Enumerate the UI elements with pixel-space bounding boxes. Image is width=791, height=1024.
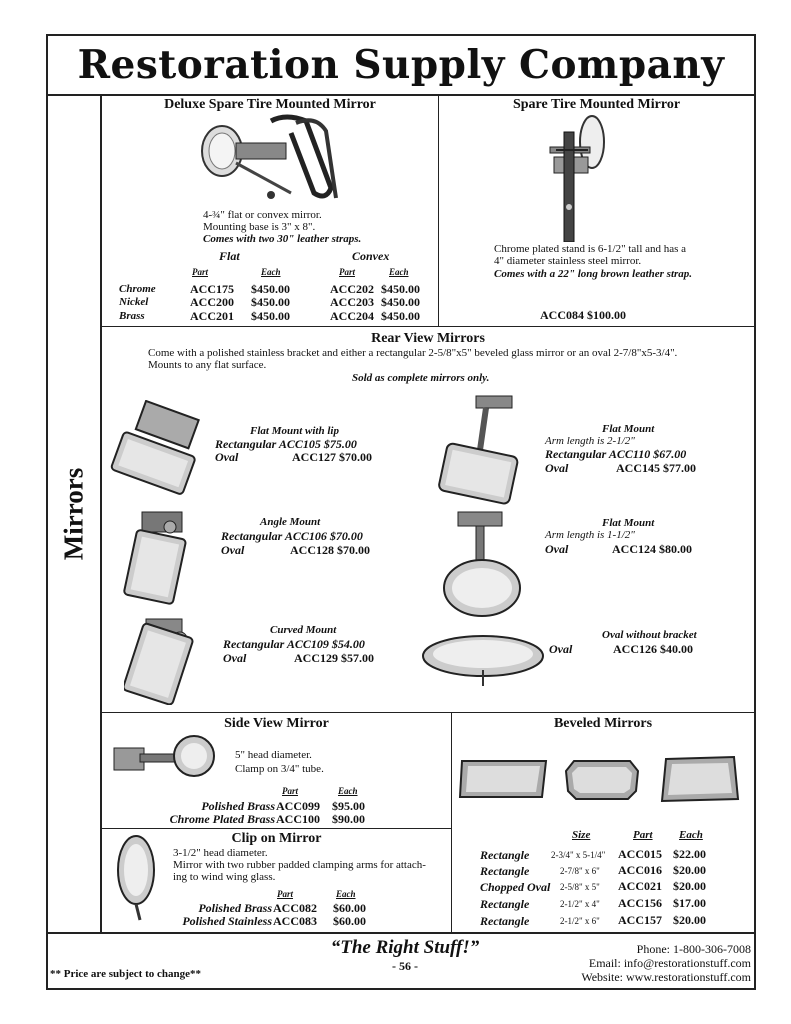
clip-row-finish: Polished Stainless [182,914,272,928]
rear-lip-image [108,400,208,500]
spare-desc-3: Comes with a 22" long brown leather strap. [494,268,693,280]
beveled-row-shape: Rectangle [480,864,530,878]
beveled-size-label: Size [572,829,591,841]
clip-desc-3: ing to wind wing glass. [173,871,276,883]
spare-desc-2: 4" diameter stainless steel mirror. [494,255,642,267]
side-part-label: Part [282,786,299,796]
side-title: Side View Mirror [224,716,329,731]
deluxe-each-label-2: Each [389,267,409,277]
beveled-row-shape: Rectangle [480,848,530,862]
rear-note: Sold as complete mirrors only. [352,372,490,384]
spare-desc-1: Chrome plated stand is 6-1/2" tall and has a [494,243,687,255]
footer-disclaimer: ** Price are subject to change** [50,968,202,980]
beveled-row-size: 2-7/8" x 6" [560,866,600,876]
deluxe-col-convex: Convex [352,249,390,263]
beveled-row-each: $17.00 [673,896,706,910]
footer-email[interactable]: Email: info@restorationstuff.com [588,956,751,970]
beveled-row-part: ACC156 [618,896,662,910]
deluxe-row-part: ACC175 [190,282,234,296]
deluxe-row-part: ACC204 [330,309,374,323]
side-row-each: $95.00 [332,799,365,813]
beveled-row-size: 2-1/2" x 6" [560,916,600,926]
side-row-finish: Chrome Plated Brass [169,812,275,826]
side-desc-2: Clamp on 3/4" tube. [235,763,324,775]
rear-oval-image [440,506,530,618]
deluxe-row-each: $450.00 [381,309,420,323]
clip-desc-1: 3-1/2" head diameter. [173,847,268,859]
divider-bottom-vertical [451,712,452,932]
side-mirror-image [110,732,220,782]
rear-angle-title: Angle Mount [260,516,321,528]
footer-divider [48,932,754,934]
spare-title: Spare Tire Mounted Mirror [512,97,681,112]
rear-intro-2: Mounts to any flat surface. [148,359,267,371]
footer-slogan: “The Right Stuff!” [330,937,480,958]
rear-nobracket-row: ACC126 $40.00 [613,642,693,656]
deluxe-mirror-image [196,113,356,208]
rear-curved-row-2: ACC129 $57.00 [294,651,374,665]
deluxe-row-finish: Brass [119,310,145,322]
beveled-rectangle-2-image [660,755,740,803]
deluxe-part-label-2: Part [339,267,356,277]
beveled-row-shape: Chopped Oval [480,880,551,894]
beveled-row-shape: Rectangle [480,897,530,911]
deluxe-row-each: $450.00 [251,309,290,323]
beveled-row-each: $22.00 [673,847,706,861]
rear-nobracket-image [418,630,548,690]
side-desc-1: 5" head diameter. [235,749,312,761]
clip-part-label: Part [277,889,294,899]
rear-lip-title: Flat Mount with lip [250,425,339,437]
divider-mid-horizontal [102,712,754,713]
sidebar-divider [100,96,102,932]
rear-angle-shape: Oval [221,543,245,557]
rear-angle-row-2: ACC128 $70.00 [290,543,370,557]
rear-angle-row-1: Rectangular ACC106 $70.00 [221,529,363,543]
rear-lip-shape: Oval [215,450,239,464]
rear-flat1-row-1: Rectangular ACC110 $67.00 [545,447,687,461]
beveled-row-each: $20.00 [673,913,706,927]
rear-curved-shape: Oval [223,651,247,665]
rear-title: Rear View Mirrors [371,331,485,346]
deluxe-row-part: ACC201 [190,309,234,323]
rear-nobracket-title: Oval without bracket [602,629,697,641]
beveled-row-part: ACC016 [618,863,662,877]
rear-flat2-title: Flat Mount [602,517,655,529]
deluxe-row-each: $450.00 [251,295,290,309]
clip-row-part: ACC082 [273,901,317,915]
clip-title: Clip on Mirror [231,831,322,846]
beveled-row-size: 2-5/8" x 5" [560,882,600,892]
rear-intro-1: Come with a polished stainless bracket and either a rectangular 2-5/8"x5" beveled glass mirror or an oval 2-7/8"x5-3/4". [148,347,678,359]
rear-flat2-shape: Oval [545,542,569,556]
beveled-row-size: 2-1/2" x 4" [560,899,600,909]
deluxe-col-flat: Flat [219,249,240,263]
rear-lip-row-1: Rectangular ACC105 $75.00 [215,437,357,451]
clip-row-part: ACC083 [273,914,317,928]
deluxe-row-finish: Chrome [119,283,156,295]
rear-flat2-row: ACC124 $80.00 [612,542,692,556]
rear-flat1-title: Flat Mount [602,423,655,435]
footer-phone: Phone: 1-800-306-7008 [636,942,751,956]
deluxe-desc-3: Comes with two 30" leather straps. [203,233,362,245]
side-each-label: Each [338,786,358,796]
deluxe-row-each: $450.00 [381,295,420,309]
side-row-part: ACC100 [276,812,320,826]
deluxe-desc-1: 4-¾" flat or convex mirror. [203,209,322,221]
deluxe-row-each: $450.00 [251,282,290,296]
footer-page-number: - 56 - [392,959,418,973]
clip-row-each: $60.00 [333,901,366,915]
rear-flat1-shape: Oval [545,461,569,475]
sidebar-label-wrap [48,96,100,932]
deluxe-each-label-1: Each [261,267,281,277]
footer-website[interactable]: Website: www.restorationstuff.com [581,970,751,984]
rear-nobracket-shape: Oval [549,642,573,656]
rear-flat1-row-2: ACC145 $77.00 [616,461,696,475]
sidebar-label: Mirrors [58,467,89,561]
deluxe-row-part: ACC202 [330,282,374,296]
deluxe-part-label-1: Part [192,267,209,277]
beveled-row-size: 2-3/4" x 5-1/4" [551,850,606,860]
beveled-part-label: Part [633,829,653,841]
beveled-row-shape: Rectangle [480,914,530,928]
spare-price: ACC084 $100.00 [540,308,626,322]
beveled-row-each: $20.00 [673,863,706,877]
divider-side-clip [102,828,451,829]
side-row-finish: Polished Brass [201,799,275,813]
beveled-row-part: ACC021 [618,879,662,893]
clip-each-label: Each [336,889,356,899]
rear-flat2-arm: Arm length is 1-1/2" [545,529,635,541]
beveled-rectangle-image [458,757,550,801]
clip-row-each: $60.00 [333,914,366,928]
beveled-row-each: $20.00 [673,879,706,893]
beveled-chopped-oval-image [564,757,640,801]
beveled-row-part: ACC157 [618,913,662,927]
rear-flat1-arm: Arm length is 2-1/2" [545,435,635,447]
side-row-each: $90.00 [332,812,365,826]
beveled-row-part: ACC015 [618,847,662,861]
deluxe-desc-2: Mounting base is 3" x 8". [203,221,316,233]
side-row-part: ACC099 [276,799,320,813]
rear-curved-image [124,605,204,705]
beveled-each-label: Each [679,829,703,841]
clip-mirror-image [112,830,162,922]
clip-desc-2: Mirror with two rubber padded clamping arms for attach- [173,859,426,871]
page-title: Restoration Supply Company [48,36,754,96]
deluxe-row-part: ACC200 [190,295,234,309]
deluxe-row-each: $450.00 [381,282,420,296]
beveled-title: Beveled Mirrors [553,716,653,731]
clip-row-finish: Polished Brass [198,901,272,915]
deluxe-title: Deluxe Spare Tire Mounted Mirror [164,97,376,112]
deluxe-row-part: ACC203 [330,295,374,309]
rear-curved-row-1: Rectangular ACC109 $54.00 [223,637,365,651]
rear-angle-image [120,507,200,607]
rear-lip-row-2: ACC127 $70.00 [292,450,372,464]
divider-top-horizontal [102,326,754,327]
spare-mirror-image [530,112,610,242]
divider-top-vertical [438,96,439,326]
deluxe-row-finish: Nickel [119,296,149,308]
rear-curved-title: Curved Mount [270,624,337,636]
rear-flat-image [430,390,530,505]
